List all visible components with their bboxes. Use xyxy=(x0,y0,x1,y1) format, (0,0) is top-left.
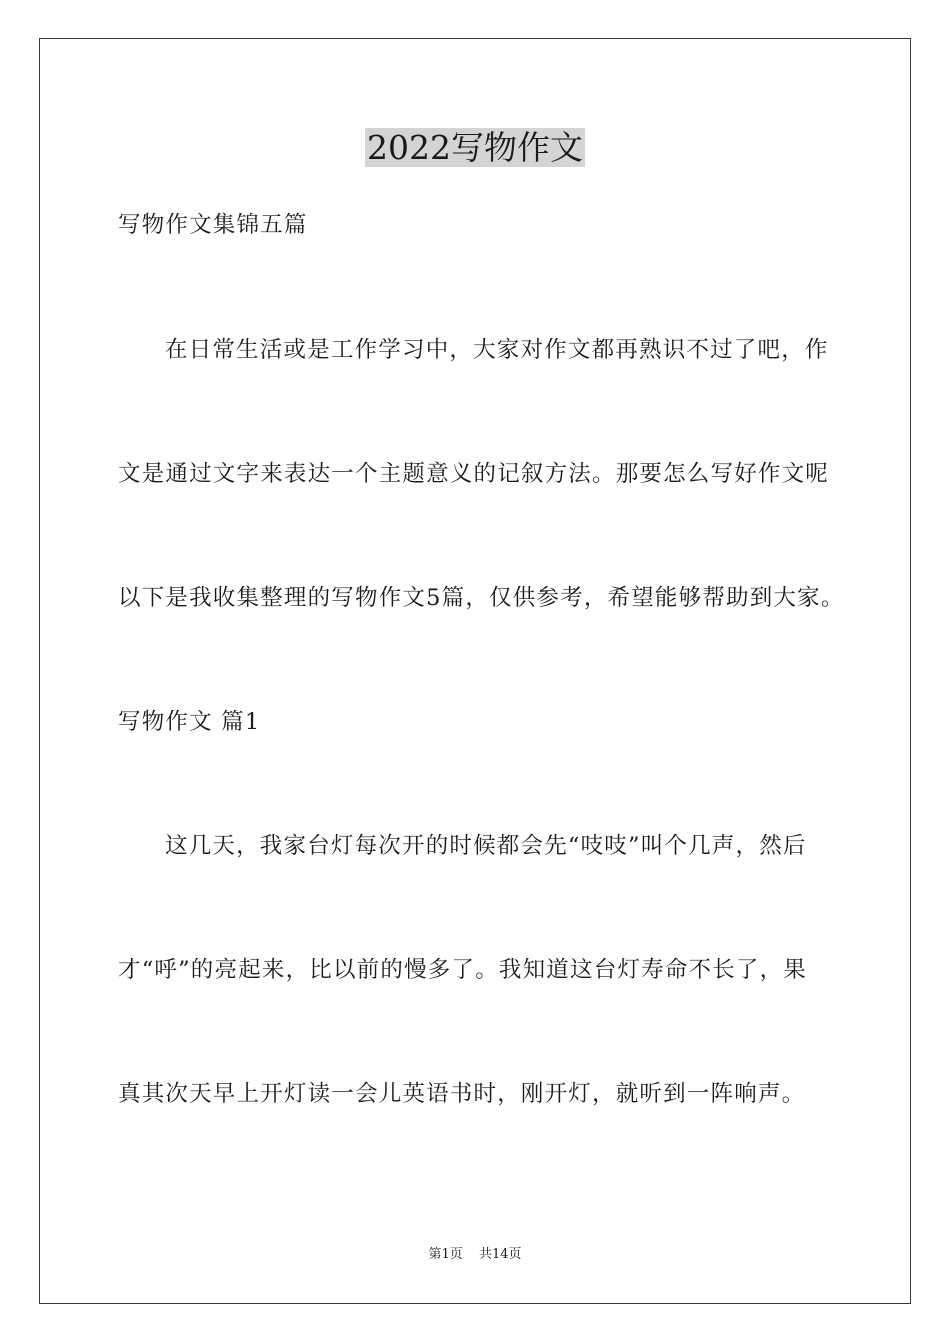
section-heading: 写物作文 篇1 xyxy=(118,709,261,735)
section-body-line-2: 才“呼”的亮起来，比以前的慢多了。我知道这台灯寿命不长了，果 xyxy=(118,957,808,983)
intro-line-1: 在日常生活或是工作学习中，大家对作文都再熟识不过了吧，作 xyxy=(165,337,829,363)
intro-line-2: 文是通过文字来表达一个主题意义的记叙方法。那要怎么写好作文呢 xyxy=(118,461,830,487)
section-body-line-3: 真其次天早上开灯读一会儿英语书时，刚开灯，就听到一阵响声。 xyxy=(118,1081,806,1107)
page-number-total: 共14页 xyxy=(478,1247,522,1262)
page-number-current: 第1页 xyxy=(428,1247,463,1262)
document-title xyxy=(0,128,950,168)
document-title-text: 2022写物作文 xyxy=(367,128,583,167)
page-footer xyxy=(0,1246,950,1264)
section-body-line-1: 这几天，我家台灯每次开的时候都会先“吱吱”叫个几声，然后 xyxy=(165,833,807,859)
document-subtitle: 写物作文集锦五篇 xyxy=(118,212,308,238)
intro-line-3: 以下是我收集整理的写物作文5篇，仅供参考，希望能够帮助到大家。 xyxy=(118,585,845,611)
